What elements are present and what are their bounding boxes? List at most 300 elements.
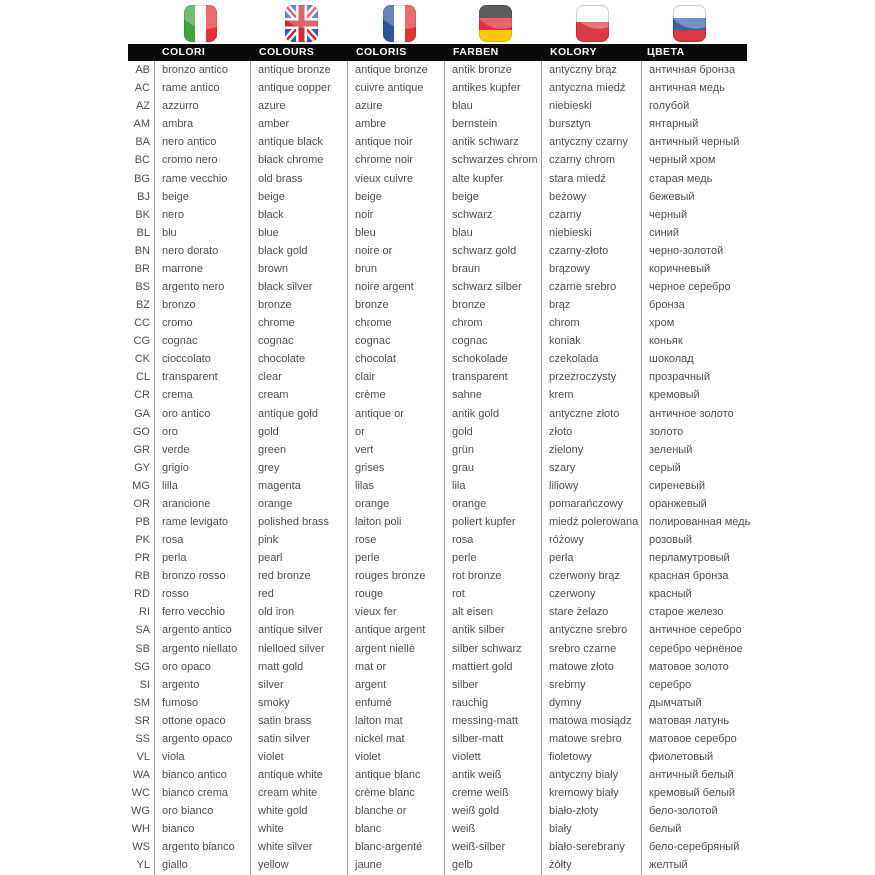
table-row — [128, 61, 875, 79]
color-name-french: laiton poli — [347, 513, 444, 531]
color-name-french: violet — [347, 748, 444, 766]
color-name-french: antique or — [347, 404, 444, 422]
color-name-french: rouges bronze — [347, 567, 444, 585]
color-name-german: bernstein — [444, 115, 541, 133]
color-name-german: braun — [444, 260, 541, 278]
color-name-french: blanc — [347, 820, 444, 838]
color-name-italian: cromo — [154, 314, 250, 332]
uk-flag-icon — [285, 5, 318, 42]
color-name-french: vieux fer — [347, 603, 444, 621]
color-name-polish: srebrny — [541, 676, 641, 694]
color-name-russian: шоколад — [641, 350, 875, 368]
color-name-french: jaune — [347, 856, 444, 874]
color-name-french: argent — [347, 676, 444, 694]
color-code: BK — [135, 208, 150, 221]
table-row — [128, 730, 875, 748]
color-code: BR — [134, 262, 150, 275]
color-name-russian: черный — [641, 206, 875, 224]
color-code: CG — [133, 335, 150, 348]
color-name-polish: żółty — [541, 856, 641, 874]
color-name-german: antik silber — [444, 621, 541, 639]
color-name-french: cognac — [347, 332, 444, 350]
color-name-russian: серебро — [641, 676, 875, 694]
color-name-polish: miedź polerowana — [541, 513, 641, 531]
color-code: CL — [135, 371, 150, 384]
color-code: SM — [133, 696, 150, 709]
color-name-italian: verde — [154, 441, 250, 459]
color-code: WG — [131, 805, 150, 818]
table-row — [128, 658, 875, 676]
color-name-polish: stara miedź — [541, 169, 641, 187]
color-name-german: antik weiß — [444, 766, 541, 784]
color-name-english: grey — [250, 459, 347, 477]
poland-flag-icon — [576, 5, 609, 42]
color-name-french: crème blanc — [347, 784, 444, 802]
color-name-french: lilas — [347, 477, 444, 495]
color-name-english: black chrome — [250, 151, 347, 169]
color-name-english: amber — [250, 115, 347, 133]
color-name-italian: rame levigato — [154, 513, 250, 531]
color-name-french: rouge — [347, 585, 444, 603]
color-name-german: rot bronze — [444, 567, 541, 585]
color-code: WA — [132, 769, 150, 782]
color-name-german: creme weiß — [444, 784, 541, 802]
color-name-english: black — [250, 206, 347, 224]
color-name-polish: antyczny brąz — [541, 61, 641, 79]
color-name-english: beige — [250, 188, 347, 206]
color-name-english: satin silver — [250, 730, 347, 748]
color-name-italian: ottone opaco — [154, 712, 250, 730]
table-row — [128, 712, 875, 730]
table-row — [128, 224, 875, 242]
color-name-russian: хром — [641, 314, 875, 332]
color-name-english: pearl — [250, 549, 347, 567]
color-name-italian: oro antico — [154, 404, 250, 422]
color-name-german: violett — [444, 748, 541, 766]
color-code: CK — [134, 353, 150, 366]
color-name-english: antique black — [250, 133, 347, 151]
color-name-russian: старое железо — [641, 603, 875, 621]
color-code: VL — [136, 751, 150, 763]
color-name-russian: серый — [641, 459, 875, 477]
color-name-german: antik schwarz — [444, 133, 541, 151]
table-row — [128, 332, 875, 350]
table-row — [128, 477, 875, 495]
color-code: PB — [135, 515, 150, 528]
table-row — [128, 79, 875, 97]
color-code: BN — [134, 244, 150, 257]
color-code: CC — [134, 317, 150, 330]
color-name-french: rose — [347, 531, 444, 549]
table-row — [128, 567, 875, 585]
table-row — [128, 513, 875, 531]
column-header-french: COLORIS — [356, 46, 407, 58]
color-name-french: vieux cuivre — [347, 169, 444, 187]
color-code: SA — [135, 624, 150, 637]
table-row — [128, 549, 875, 567]
color-name-polish: stare żelazo — [541, 603, 641, 621]
color-name-french: mat or — [347, 658, 444, 676]
color-name-polish: brązowy — [541, 260, 641, 278]
color-code: CR — [134, 389, 150, 402]
color-name-english: magenta — [250, 477, 347, 495]
table-row — [128, 820, 875, 838]
table-row — [128, 802, 875, 820]
color-name-italian: argento opaco — [154, 730, 250, 748]
color-name-russian: полированная медь — [641, 513, 875, 531]
table-header-bar — [128, 44, 747, 61]
color-name-french: noir — [347, 206, 444, 224]
color-name-polish: czerwony — [541, 585, 641, 603]
color-name-polish: matowa mosiądz — [541, 712, 641, 730]
color-name-english: pink — [250, 531, 347, 549]
table-row — [128, 694, 875, 712]
color-name-german: alte kupfer — [444, 169, 541, 187]
color-code: RB — [134, 570, 150, 583]
color-name-german: mattiert gold — [444, 658, 541, 676]
color-name-polish: bursztyn — [541, 115, 641, 133]
color-name-english: antique bronze — [250, 61, 347, 79]
color-code: BL — [136, 226, 150, 239]
color-name-english: green — [250, 441, 347, 459]
color-code: RD — [134, 588, 150, 601]
table-row — [128, 585, 875, 603]
color-name-english: antique copper — [250, 79, 347, 97]
color-name-french: chocolat — [347, 350, 444, 368]
table-row — [128, 242, 875, 260]
color-name-english: silver — [250, 676, 347, 694]
color-name-russian: дымчатый — [641, 694, 875, 712]
color-name-russian: античный белый — [641, 766, 875, 784]
color-name-french: nickel mat — [347, 730, 444, 748]
color-name-polish: przezroczysty — [541, 368, 641, 386]
color-name-german: grau — [444, 459, 541, 477]
column-header-polish: KOLORY — [550, 46, 597, 58]
color-code: WS — [132, 841, 150, 854]
color-name-italian: nero dorato — [154, 242, 250, 260]
color-name-russian: коричневый — [641, 260, 875, 278]
color-code: OR — [133, 497, 150, 510]
color-name-french: laiton mat — [347, 712, 444, 730]
color-code: RI — [139, 606, 150, 619]
color-name-russian: античная медь — [641, 79, 875, 97]
color-name-polish: antyczny czarny — [541, 133, 641, 151]
color-name-polish: biały — [541, 820, 641, 838]
color-code: YL — [136, 859, 150, 872]
color-name-english: black silver — [250, 278, 347, 296]
color-name-polish: koniak — [541, 332, 641, 350]
color-name-german: schwarzes chrom — [444, 151, 541, 169]
color-name-english: cream white — [250, 784, 347, 802]
color-name-italian: giallo — [154, 856, 250, 874]
color-name-russian: античный черный — [641, 133, 875, 151]
color-name-russian: черно-золотой — [641, 242, 875, 260]
color-name-german: poliert kupfer — [444, 513, 541, 531]
table-row — [128, 368, 875, 386]
table-row — [128, 495, 875, 513]
color-code: SR — [134, 714, 150, 727]
color-name-french: bronze — [347, 296, 444, 314]
color-name-german: beige — [444, 188, 541, 206]
language-flags-row — [0, 0, 875, 44]
color-name-italian: ambra — [154, 115, 250, 133]
table-row — [128, 151, 875, 169]
russia-flag-icon — [673, 5, 706, 42]
color-name-english: old iron — [250, 603, 347, 621]
color-name-russian: бронза — [641, 296, 875, 314]
color-name-italian: rame vecchio — [154, 169, 250, 187]
color-name-german: cognac — [444, 332, 541, 350]
color-name-german: rosa — [444, 531, 541, 549]
color-name-polish: kremowy biały — [541, 784, 641, 802]
table-body — [128, 61, 875, 875]
color-code: SS — [135, 732, 150, 745]
color-name-german: blau — [444, 97, 541, 115]
color-name-italian: argento bianco — [154, 838, 250, 856]
color-code: AM — [133, 118, 150, 131]
color-name-russian: бежевый — [641, 188, 875, 206]
table-row — [128, 621, 875, 639]
table-row — [128, 784, 875, 802]
color-code: AB — [135, 64, 150, 77]
color-code: BA — [135, 136, 150, 149]
color-name-german: silber-matt — [444, 730, 541, 748]
color-name-english: matt gold — [250, 658, 347, 676]
color-name-german: silber — [444, 676, 541, 694]
color-name-english: red — [250, 585, 347, 603]
color-name-italian: rosa — [154, 531, 250, 549]
color-name-german: perle — [444, 549, 541, 567]
color-name-italian: bianco — [154, 820, 250, 838]
color-code: SG — [134, 660, 150, 673]
color-code: BC — [134, 154, 150, 167]
color-name-german: lila — [444, 477, 541, 495]
color-name-russian: бело-золотой — [641, 802, 875, 820]
color-name-polish: biało-serebrany — [541, 838, 641, 856]
color-name-german: antik gold — [444, 404, 541, 422]
color-name-russian: синий — [641, 224, 875, 242]
color-name-english: satin brass — [250, 712, 347, 730]
color-name-french: brun — [347, 260, 444, 278]
color-name-french: antique noir — [347, 133, 444, 151]
color-name-russian: античное золото — [641, 404, 875, 422]
color-name-italian: bianco antico — [154, 766, 250, 784]
color-name-german: gelb — [444, 856, 541, 874]
color-name-russian: прозрачный — [641, 368, 875, 386]
color-name-russian: кремовый белый — [641, 784, 875, 802]
table-row — [128, 97, 875, 115]
color-name-italian: bronzo rosso — [154, 567, 250, 585]
color-name-russian: красная бронза — [641, 567, 875, 585]
color-name-french: argent niellè — [347, 640, 444, 658]
color-name-italian: fumoso — [154, 694, 250, 712]
color-name-german: gold — [444, 423, 541, 441]
color-name-italian: bianco crema — [154, 784, 250, 802]
color-name-german: messing-matt — [444, 712, 541, 730]
color-name-russian: белый — [641, 820, 875, 838]
color-name-english: polished brass — [250, 513, 347, 531]
color-name-russian: фиолетовый — [641, 748, 875, 766]
color-name-polish: beżowy — [541, 188, 641, 206]
color-name-polish: fioletowy — [541, 748, 641, 766]
color-name-french: noire argent — [347, 278, 444, 296]
color-name-english: white silver — [250, 838, 347, 856]
color-name-english: nielloed silver — [250, 640, 347, 658]
color-name-italian: argento antico — [154, 621, 250, 639]
color-name-polish: brąz — [541, 296, 641, 314]
color-name-italian: bronzo — [154, 296, 250, 314]
color-name-english: gold — [250, 423, 347, 441]
color-code: AC — [134, 82, 150, 95]
color-name-german: sahne — [444, 386, 541, 404]
france-flag-icon — [383, 5, 416, 42]
color-name-english: antique white — [250, 766, 347, 784]
color-name-french: antique bronze — [347, 61, 444, 79]
column-header-german: FARBEN — [453, 46, 499, 58]
color-name-polish: antyczne srebro — [541, 621, 641, 639]
color-name-english: cream — [250, 386, 347, 404]
color-name-russian: зеленый — [641, 441, 875, 459]
color-name-english: white — [250, 820, 347, 838]
color-name-german: schwarz gold — [444, 242, 541, 260]
color-name-french: blanc-argenté — [347, 838, 444, 856]
color-name-polish: pomarańczowy — [541, 495, 641, 513]
column-header-english: COLOURS — [259, 46, 315, 58]
color-name-russian: оранжевый — [641, 495, 875, 513]
table-row — [128, 404, 875, 422]
color-name-french: antique blanc — [347, 766, 444, 784]
color-name-italian: oro bianco — [154, 802, 250, 820]
color-code: BZ — [135, 299, 150, 312]
color-name-russian: перламутровый — [641, 549, 875, 567]
color-name-polish: perła — [541, 549, 641, 567]
color-name-german: weiß — [444, 820, 541, 838]
color-name-russian: античное серебро — [641, 621, 875, 639]
table-row — [128, 766, 875, 784]
color-name-polish: złoto — [541, 423, 641, 441]
color-name-polish: krem — [541, 386, 641, 404]
color-name-italian: nero antico — [154, 133, 250, 151]
color-code: GR — [133, 443, 150, 456]
color-code: BG — [134, 172, 150, 185]
color-name-polish: antyczna miedź — [541, 79, 641, 97]
color-name-polish: niebieski — [541, 97, 641, 115]
table-row — [128, 169, 875, 187]
column-header-italian: COLORI — [162, 46, 206, 58]
color-name-polish: szary — [541, 459, 641, 477]
color-name-italian: lilla — [154, 477, 250, 495]
color-name-italian: argento — [154, 676, 250, 694]
color-code: GO — [132, 425, 150, 438]
color-name-russian: голубой — [641, 97, 875, 115]
color-name-french: azure — [347, 97, 444, 115]
color-code: WH — [131, 823, 150, 836]
color-name-french: chrome noir — [347, 151, 444, 169]
color-name-italian: nero — [154, 206, 250, 224]
color-name-polish: liliowy — [541, 477, 641, 495]
color-name-polish: różowy — [541, 531, 641, 549]
color-name-polish: antyczne złoto — [541, 404, 641, 422]
color-name-italian: bronzo antico — [154, 61, 250, 79]
table-row — [128, 838, 875, 856]
color-name-french: orange — [347, 495, 444, 513]
color-name-russian: розовый — [641, 531, 875, 549]
color-name-italian: perla — [154, 549, 250, 567]
color-name-polish: czerwony brąz — [541, 567, 641, 585]
color-name-russian: красный — [641, 585, 875, 603]
color-name-polish: czarny chrom — [541, 151, 641, 169]
table-row — [128, 603, 875, 621]
table-row — [128, 188, 875, 206]
color-name-english: black gold — [250, 242, 347, 260]
color-name-english: cognac — [250, 332, 347, 350]
color-name-italian: arancione — [154, 495, 250, 513]
color-name-polish: czarne srebro — [541, 278, 641, 296]
color-name-french: ambre — [347, 115, 444, 133]
color-name-english: smoky — [250, 694, 347, 712]
color-name-german: orange — [444, 495, 541, 513]
color-name-polish: matowe złoto — [541, 658, 641, 676]
color-name-polish: czarny — [541, 206, 641, 224]
color-name-french: blanche or — [347, 802, 444, 820]
color-name-german: schwarz — [444, 206, 541, 224]
color-name-polish: czekolada — [541, 350, 641, 368]
table-row — [128, 314, 875, 332]
color-name-english: clear — [250, 368, 347, 386]
color-name-italian: blu — [154, 224, 250, 242]
color-code: WC — [131, 787, 150, 800]
color-name-italian: marrone — [154, 260, 250, 278]
color-name-russian: кремовый — [641, 386, 875, 404]
table-row — [128, 423, 875, 441]
color-name-russian: матовая латунь — [641, 712, 875, 730]
color-name-english: azure — [250, 97, 347, 115]
color-name-english: chocolate — [250, 350, 347, 368]
table-row — [128, 296, 875, 314]
color-name-english: antique silver — [250, 621, 347, 639]
table-row — [128, 350, 875, 368]
italy-flag-icon — [184, 5, 217, 42]
color-name-german: transparent — [444, 368, 541, 386]
germany-flag-icon — [479, 5, 512, 42]
color-name-polish: niebieski — [541, 224, 641, 242]
color-name-english: yellow — [250, 856, 347, 874]
color-name-russian: черный хром — [641, 151, 875, 169]
color-name-french: chrome — [347, 314, 444, 332]
color-name-english: antique gold — [250, 404, 347, 422]
color-name-polish: antyczny biały — [541, 766, 641, 784]
color-name-german: silber schwarz — [444, 640, 541, 658]
table-row — [128, 640, 875, 658]
table-row — [128, 531, 875, 549]
color-name-english: bronze — [250, 296, 347, 314]
table-row — [128, 459, 875, 477]
table-row — [128, 386, 875, 404]
color-name-german: schokolade — [444, 350, 541, 368]
color-name-italian: beige — [154, 188, 250, 206]
color-name-english: violet — [250, 748, 347, 766]
table-row — [128, 676, 875, 694]
color-code: SB — [135, 642, 150, 655]
color-name-polish: czarny-złoto — [541, 242, 641, 260]
color-code: GA — [134, 407, 150, 420]
color-name-polish: chrom — [541, 314, 641, 332]
color-name-italian: oro opaco — [154, 658, 250, 676]
color-name-russian: серебро чернёное — [641, 640, 875, 658]
color-name-polish: biało-złoty — [541, 802, 641, 820]
table-row — [128, 260, 875, 278]
color-name-russian: черное серебро — [641, 278, 875, 296]
